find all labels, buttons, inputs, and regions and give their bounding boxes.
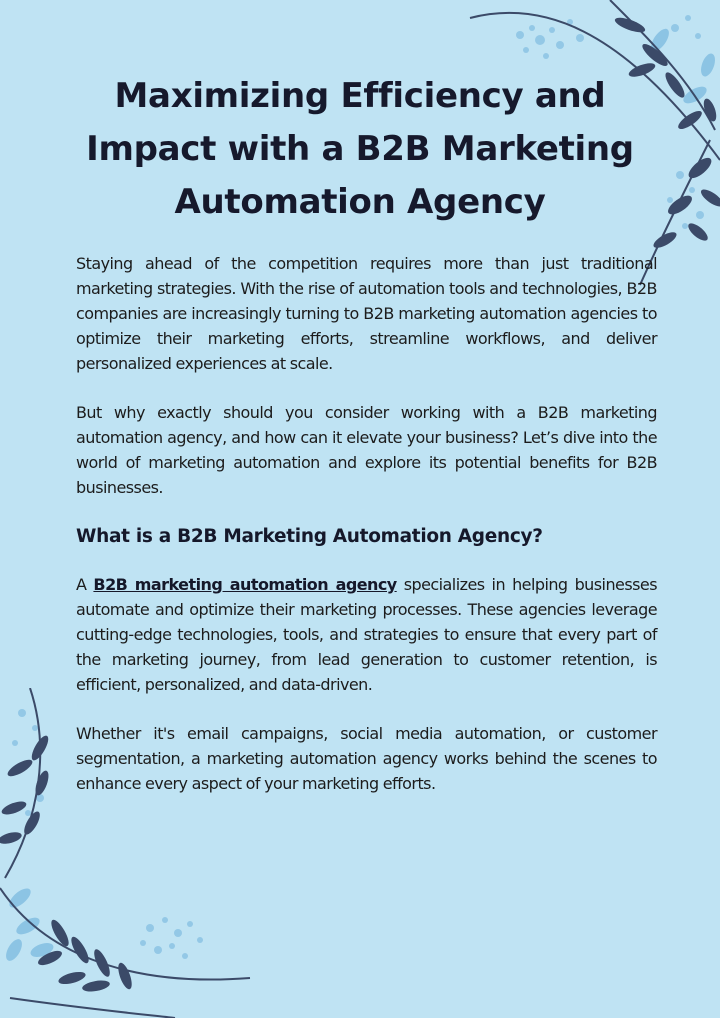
section-paragraph-1 [76,572,657,697]
page-title: Maximizing Efficiency and Impact with a B2B Marketing Automation Agency [86,76,634,222]
paragraph-prefix: A [76,575,94,594]
article-body [76,251,657,820]
section-paragraph-2: Whether it's email campaigns, social media automation, or customer segmentation, a marketing automation agency works behind the scenes to enhance every aspect of your marketing efforts. [76,724,657,793]
intro-paragraph-2: But why exactly should you consider working with a B2B marketing automation agency, and how can it elevate your business? Let’s dive into the world of marketing automation and explore its potential benefits for B2B businesses. [76,403,657,497]
intro-paragraph-1: Staying ahead of the competition requires more than just traditional marketing strategies. With the rise of automation tools and technologies, B2B companies are increasingly turning to B2B marketing automation agencies to optimize their marketing efforts, streamline workflows, and deliver personalized experiences at scale. [76,254,657,373]
section-heading: What is a B2B Marketing Automation Agency? [76,526,543,547]
agency-link[interactable]: B2B marketing automation agency [93,575,397,594]
paragraph-text: specializes in helping businesses automate and optimize their marketing processes. These agencies leverage cutting-edge technologies, tools, and strategies to ensure that every part of the marketing journey, from lead generation to customer retention, is efficient, personalized, and data-driven. [76,575,657,694]
